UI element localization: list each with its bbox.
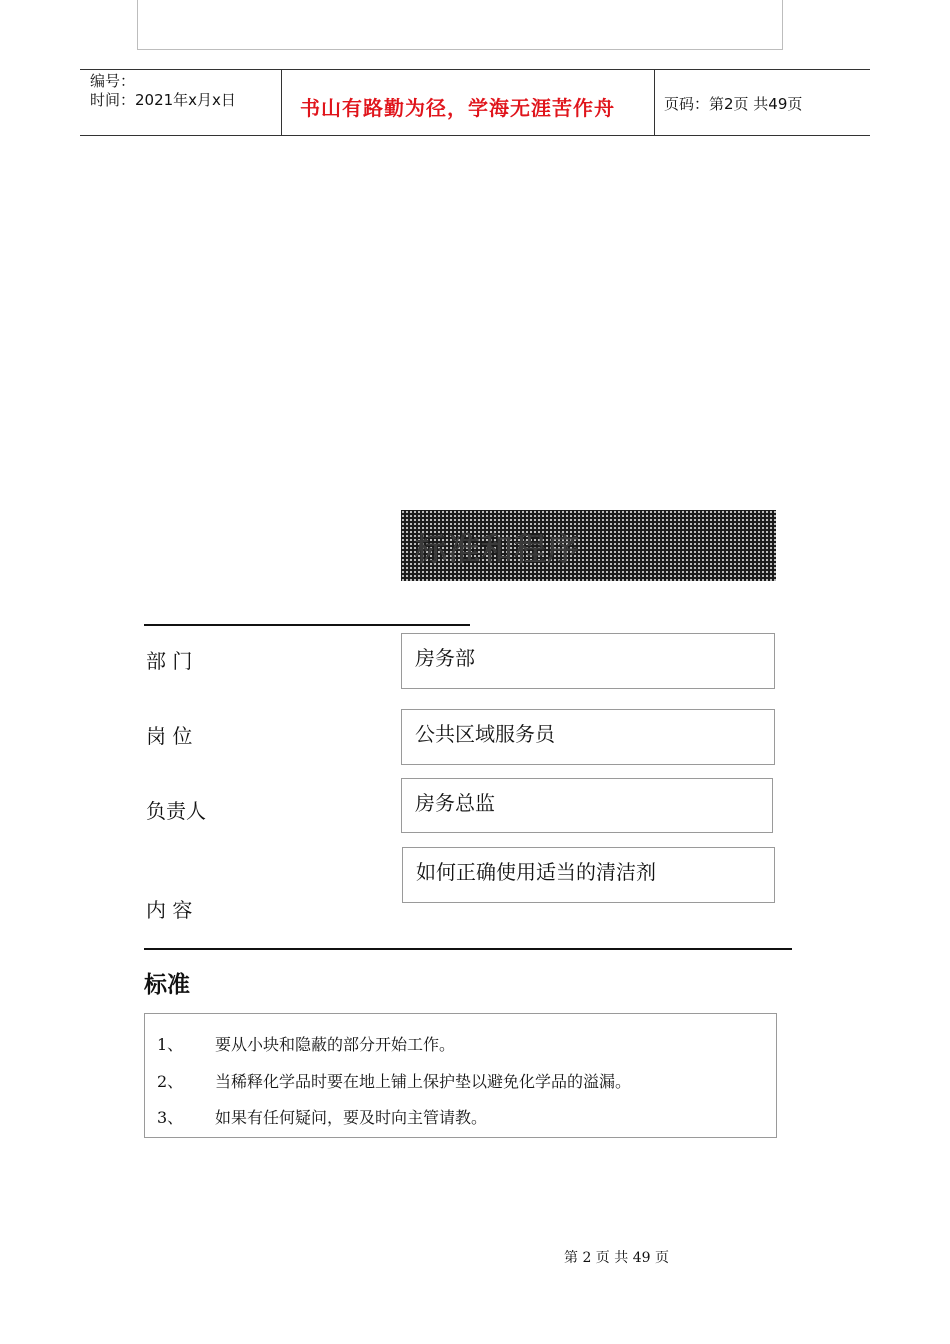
header-page-info: 页码：第2页 共49页	[664, 95, 803, 113]
field-label-owner: 负责人	[146, 799, 206, 823]
field-value-content: 如何正确使用适当的清洁剂	[402, 847, 775, 903]
section-banner	[401, 510, 776, 581]
field-value-owner: 房务总监	[401, 778, 773, 833]
field-label-position: 岗 位	[146, 724, 193, 748]
header-bottom-rule	[80, 135, 870, 136]
standard-item-text: 当稀释化学品时要在地上铺上保护垫以避免化学品的溢漏。	[215, 1072, 632, 1091]
header-divider-left	[281, 69, 282, 136]
footer-page-number: 第 2 页 共 49 页	[564, 1250, 669, 1266]
standards-title: 标准	[144, 972, 190, 998]
header-motto: 书山有路勤为径，学海无涯苦作舟	[300, 96, 615, 120]
header-time-label: 时间：2021年x月x日	[90, 91, 236, 109]
header-top-rule	[80, 69, 870, 70]
standard-item-number: 2、	[157, 1072, 184, 1091]
field-value-position: 公共区域服务员	[401, 709, 775, 765]
fields-bottom-rule	[144, 948, 792, 950]
field-value-department: 房务部	[401, 633, 775, 689]
standards-box	[144, 1013, 777, 1138]
standard-item-number: 1、	[157, 1035, 184, 1054]
standard-item-text: 如果有任何疑问，要及时向主管请教。	[215, 1108, 488, 1127]
standard-item-number: 3、	[157, 1108, 184, 1127]
header-number-label: 编号：	[90, 72, 136, 90]
standard-item-text: 要从小块和隐蔽的部分开始工作。	[215, 1035, 456, 1054]
header-divider-right	[654, 69, 655, 136]
field-label-content: 内 容	[146, 898, 193, 922]
top-frame	[137, 0, 783, 50]
banner-title: 标准和程序	[415, 530, 581, 568]
fields-top-rule	[144, 624, 470, 626]
field-label-department: 部 门	[146, 649, 193, 673]
